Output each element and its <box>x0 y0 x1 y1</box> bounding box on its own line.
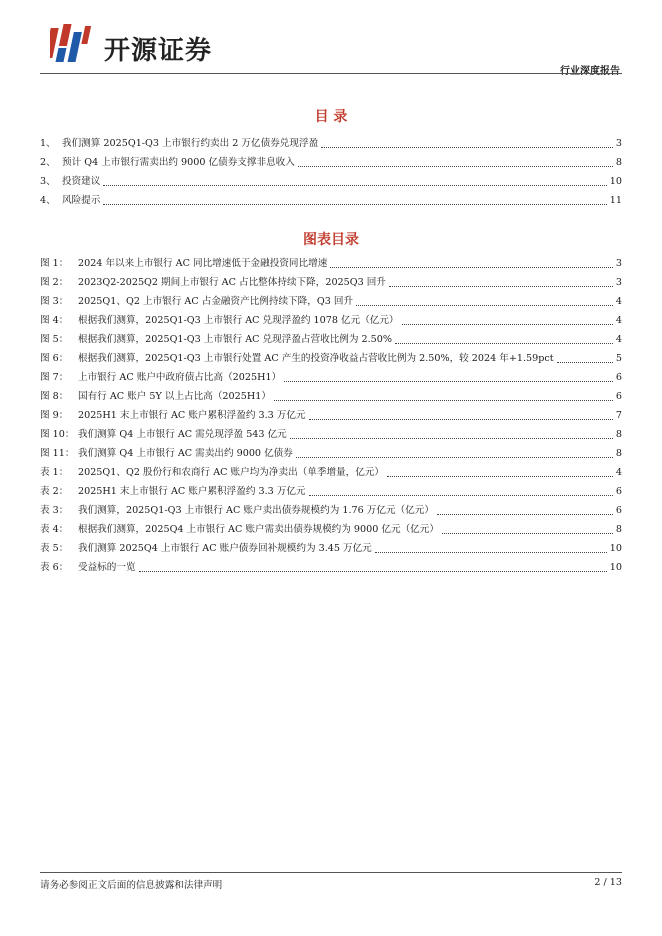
footer-divider <box>40 872 622 873</box>
toc-item[interactable]: 1、 我们测算 2025Q1-Q3 上市银行约卖出 2 万亿债券兑现浮盈 3 <box>40 138 622 149</box>
figure-item[interactable]: 图 1： 2024 年以来上市银行 AC 同比增速低于金融投资同比增速 3 <box>40 258 622 269</box>
figures-list <box>40 254 622 463</box>
table-item[interactable]: 表 1： 2025Q1、Q2 股份行和农商行 AC 账户均为净卖出（单季增量，亿元） 4 <box>40 467 622 478</box>
table-item[interactable]: 表 2： 2025H1 末上市银行 AC 账户累积浮盈约 3.3 万亿元 6 <box>40 486 622 497</box>
table-item[interactable]: 表 6： 受益标的一览 10 <box>40 562 622 573</box>
toc-title: 目 录 <box>314 109 348 125</box>
figure-item[interactable]: 图 9： 2025H1 末上市银行 AC 账户累积浮盈约 3.3 万亿元 7 <box>40 410 622 421</box>
header-divider <box>40 73 622 74</box>
figure-item[interactable]: 图 11： 我们测算 Q4 上市银行 AC 需卖出约 9000 亿债券 8 <box>40 448 622 459</box>
table-item[interactable]: 表 4： 根据我们测算，2025Q4 上市银行 AC 账户需卖出债券规模约为 9000 亿元（亿元） 8 <box>40 524 622 535</box>
figure-item[interactable]: 图 10： 我们测算 Q4 上市银行 AC 需兑现浮盈 543 亿元 8 <box>40 429 622 440</box>
table-item[interactable]: 表 5： 我们测算 2025Q4 上市银行 AC 账户债券回补规模约为 3.45 万亿元 10 <box>40 543 622 554</box>
figure-item[interactable]: 图 5： 根据我们测算，2025Q1-Q3 上市银行 AC 兑现浮盈占营收比例为 2.50% 4 <box>40 334 622 345</box>
figure-item[interactable]: 图 4： 根据我们测算，2025Q1-Q3 上市银行 AC 兑现浮盈约 1078 亿元（亿元） 4 <box>40 315 622 326</box>
report-type-label: 行业深度报告 <box>560 66 620 77</box>
toc-item[interactable]: 3、 投资建议 10 <box>40 176 622 187</box>
tables-list <box>40 463 622 577</box>
kaiyuan-logo-icon <box>50 22 96 64</box>
report-header <box>40 14 622 77</box>
figure-item[interactable]: 图 2： 2023Q2-2025Q2 期间上市银行 AC 占比整体持续下降，2025Q3 回升 3 <box>40 277 622 288</box>
toc-item[interactable]: 4、 风险提示 11 <box>40 195 622 206</box>
table-item[interactable]: 表 3： 我们测算，2025Q1-Q3 上市银行 AC 账户卖出债券规模约为 1.76 万亿元（亿元） 6 <box>40 505 622 516</box>
figure-item[interactable]: 图 8： 国有行 AC 账户 5Y 以上占比高（2025H1） 6 <box>40 391 622 402</box>
footer-disclaimer: 请务必参阅正文后面的信息披露和法律声明 <box>40 880 223 891</box>
figure-item[interactable]: 图 3： 2025Q1、Q2 上市银行 AC 占金融资产比例持续下降，Q3 回升 4 <box>40 296 622 307</box>
page-indicator: 2 / 13 <box>594 877 622 888</box>
figures-toc-title: 图表目录 <box>303 232 359 248</box>
figure-item[interactable]: 图 7： 上市银行 AC 账户中政府债占比高（2025H1） 6 <box>40 372 622 383</box>
toc-list <box>40 134 622 210</box>
toc-item[interactable]: 2、 预计 Q4 上市银行需卖出约 9000 亿债券支撑非息收入 8 <box>40 157 622 168</box>
figure-item[interactable]: 图 6： 根据我们测算，2025Q1-Q3 上市银行处置 AC 产生的投资净收益占营收比例为 2.50%，较 2024 年+1.59pct 5 <box>40 353 622 364</box>
brand-name: 开源证券 <box>104 36 213 66</box>
